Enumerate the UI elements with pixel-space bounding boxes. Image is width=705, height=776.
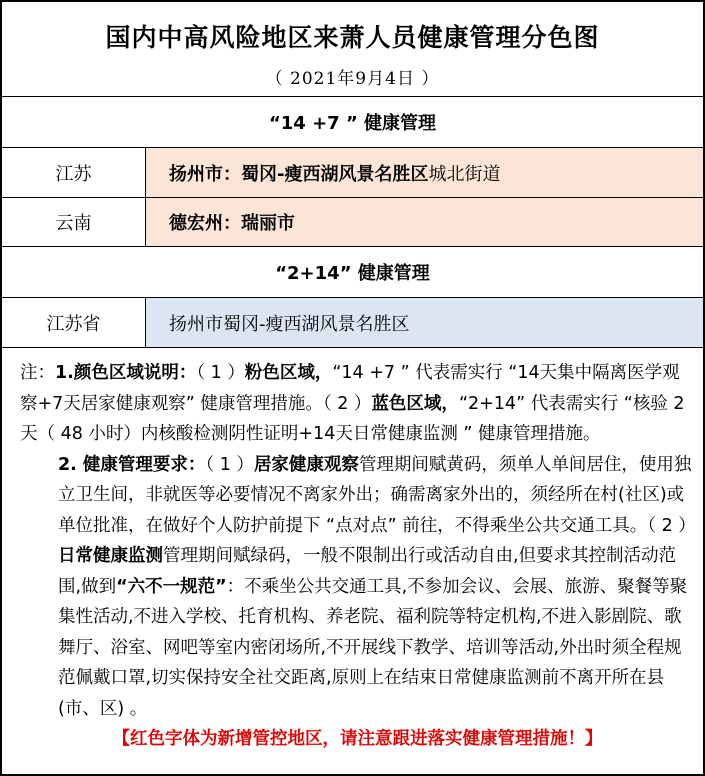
area-cell: 扬州市蜀冈-瘦西湖风景名胜区	[146, 298, 703, 347]
note-text: “2+14” 代表需实行 “核验 2 天（ 48 小时）内核酸检测阴性证明+14天日常健康监测 ” 健康管理措施。	[20, 393, 685, 444]
area-cell	[146, 198, 703, 246]
section-2-14-title: “2+14” 健康管理	[275, 263, 430, 284]
province-cell: 云南	[2, 198, 146, 246]
note-six-rules-label: “六不一规范”	[116, 576, 227, 597]
area-bold-text: 扬州市：蜀冈-瘦西湖风景名胜区	[169, 163, 429, 185]
note-text: “14 +7 ” 代表需实行 “14天集中隔离医学观察+7天居家健康观察” 健康管理措施。（ 2 ）	[20, 363, 680, 414]
section-14-7-header	[2, 97, 703, 148]
note-text: 管理期间赋绿码，一般不限制出行或活动自由,但要求其控制活动范围,做到	[58, 546, 677, 597]
note-blue-label: 蓝色区域，	[371, 393, 459, 414]
area-cell	[146, 148, 703, 197]
page-title: 国内中高风险地区来萧人员健康管理分色图	[105, 23, 600, 52]
note-text: ：不乘坐公共交通工具,不参加会议、会展、旅游、聚餐等聚集性活动,不进入学校、托育机构、养老院、福利院等特定机构,不进入影剧院、歌舞厅、浴室、网吧等室内密闭场所,不开展线下教学、培训等活动,外出时须全程规范佩戴口罩,切实保持安全社交距离,原则上在结束日常健康监测前不离开所在县(市、区) 。	[58, 576, 688, 719]
note-heading: 2. 健康管理要求：	[58, 454, 206, 475]
note-lead: 注：	[20, 363, 55, 383]
note-management-requirements	[20, 450, 695, 725]
note-text: 管理期间赋黄码，须单人单间居住，使用独立卫生间，非就医等必要情况不离家外出；确需离家外出的，须经所在村(社区)或单位批准，在做好个人防护前提下 “点对点” 前往，不得乘坐公共交通工具。（ 2 ）	[58, 454, 696, 536]
note-home-observation-label: 居家健康观察	[253, 454, 359, 475]
note-text: （ 1 ）	[196, 363, 245, 383]
table-row	[2, 148, 703, 198]
note-color-explanation	[20, 358, 695, 450]
section-14-7-title: “14 +7 ” 健康管理	[268, 113, 437, 134]
note-pink-label: 粉色区域，	[244, 363, 333, 383]
section-2-14-header	[2, 247, 703, 298]
notes-block	[2, 348, 703, 774]
province-cell: 江苏省	[2, 298, 146, 347]
note-heading: 1.颜色区域说明：	[55, 363, 197, 383]
table-row	[2, 298, 703, 348]
table-row	[2, 198, 703, 247]
issue-date: （ 2021年9月4日 ）	[265, 69, 440, 89]
red-notice: 【红色字体为新增管控地区，请注意跟进落实健康管理措施！】	[112, 729, 603, 749]
note-text: （ 1 ）	[205, 454, 254, 475]
area-bold-text: 德宏州：瑞丽市	[169, 213, 295, 234]
area-rest-text: 城北街道	[428, 163, 501, 185]
title-block	[2, 2, 703, 97]
province-cell: 江苏	[2, 148, 146, 197]
note-daily-monitoring-label: 日常健康监测	[58, 546, 163, 566]
